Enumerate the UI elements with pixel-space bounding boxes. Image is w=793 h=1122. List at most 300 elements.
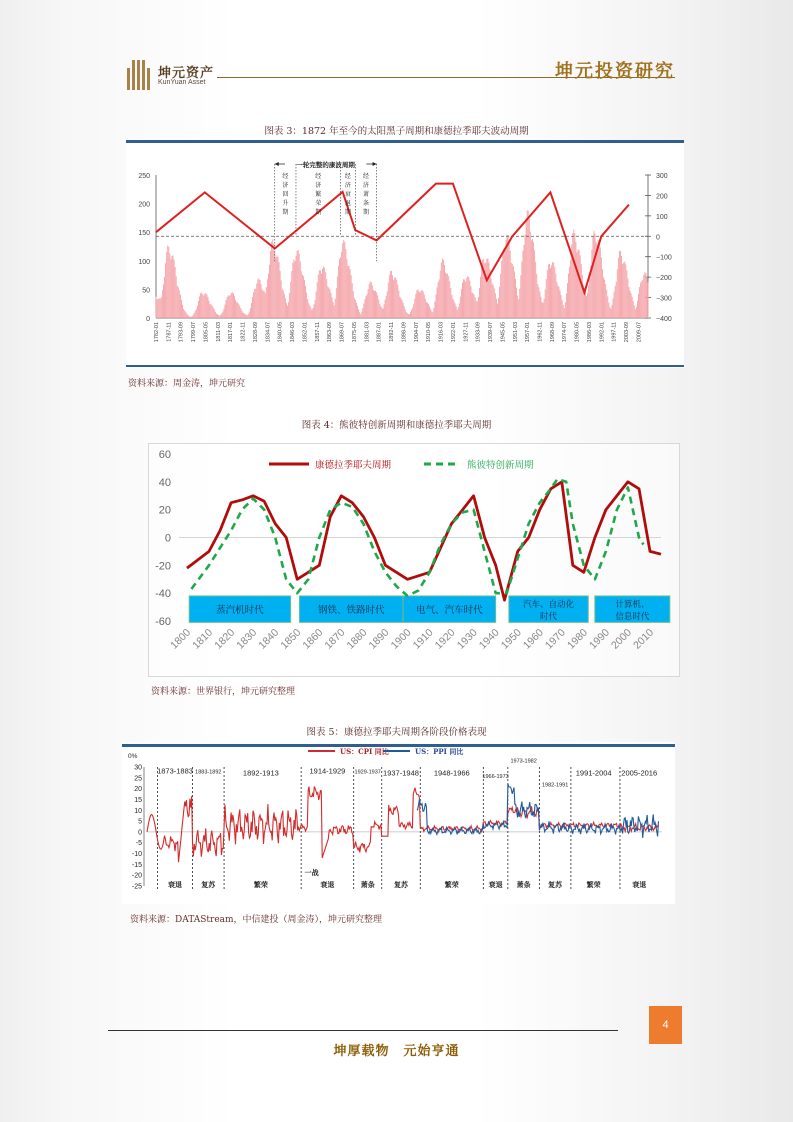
sunspot-bar [328, 288, 329, 318]
figure4-source: 资料来源：世界银行，坤元研究整理 [151, 687, 296, 697]
sunspot-bar [218, 315, 219, 318]
sunspot-bar [391, 271, 392, 318]
x-tick-label: 1950 [498, 626, 524, 652]
era-label: 汽车、自动化时代 [523, 600, 575, 623]
sunspot-bar [278, 257, 279, 318]
sunspot-bar [325, 272, 326, 318]
x-tick-label: 1904-07 [413, 322, 420, 343]
x-tick-label: 1880 [344, 626, 370, 652]
sunspot-bar [399, 297, 400, 318]
period-label: 1892-1913 [242, 768, 279, 778]
sunspot-bar [336, 288, 337, 318]
sunspot-bar [506, 240, 507, 318]
period-label: 1982-1991 [541, 782, 569, 789]
x-tick-label: 1962-11 [537, 322, 544, 342]
sunspot-bar [461, 289, 462, 318]
sunspot-bar [390, 271, 391, 318]
sunspot-bar [412, 308, 413, 318]
sunspot-bar [317, 282, 318, 318]
x-tick-label: 1869-07 [339, 322, 346, 343]
sunspot-bar [313, 308, 314, 318]
y-left-tick-label: 150 [138, 230, 150, 238]
x-tick-label: 1951-03 [512, 322, 519, 343]
sunspot-bar [240, 308, 241, 318]
sunspot-bar [284, 294, 285, 318]
y-tick-label: -10 [131, 851, 142, 859]
sunspot-bar [179, 290, 180, 318]
sunspot-bar [345, 249, 346, 318]
sunspot-bar [170, 259, 171, 318]
sunspot-bar [214, 310, 215, 318]
sunspot-bar [380, 306, 381, 318]
sunspot-bar [231, 293, 232, 318]
x-tick-label: 1811-03 [215, 322, 222, 342]
sunspot-bar [557, 285, 558, 318]
x-tick-label: 1930 [454, 626, 480, 652]
sunspot-bar [174, 260, 175, 318]
sunspot-bar [636, 307, 637, 318]
y-right-tick-label: 0 [656, 234, 660, 242]
sunspot-bar [200, 293, 201, 318]
x-tick-label: 1968-09 [549, 322, 556, 343]
phase-label: 繁荣 [253, 880, 268, 889]
x-tick-label: 1980-05 [574, 322, 581, 343]
sunspot-bar [322, 269, 323, 318]
period-label: 1973-1982 [510, 758, 537, 765]
y-tick-label: 10 [134, 807, 142, 815]
sunspot-bar [457, 309, 458, 318]
sunspot-bar [220, 315, 221, 318]
period-label: 1966-1973 [482, 773, 509, 780]
x-tick-label: 1799-07 [191, 322, 198, 343]
sunspot-bar [295, 261, 296, 318]
sunspot-bar [456, 306, 457, 318]
sunspot-bar [281, 280, 282, 318]
sunspot-bar [396, 280, 397, 318]
sunspot-bar [326, 279, 327, 318]
sunspot-bar [439, 280, 440, 318]
sunspot-bar [608, 302, 609, 318]
sunspot-bar [301, 271, 302, 318]
sunspot-bar [235, 300, 236, 318]
sunspot-bar [597, 244, 598, 318]
sunspot-bar [264, 291, 265, 318]
sunspot-bar [202, 294, 203, 318]
sunspot-bar [429, 306, 430, 318]
sunspot-bar [448, 276, 449, 318]
x-tick-label: 1997-11 [611, 322, 618, 342]
sunspot-bar [534, 250, 535, 318]
y-right-tick-label: −200 [656, 275, 672, 283]
x-tick-label: 1810 [190, 626, 216, 652]
sunspot-bar [603, 277, 604, 318]
sunspot-bar [256, 283, 257, 318]
sunspot-bar [465, 282, 466, 318]
x-tick-label: 1920 [432, 626, 458, 652]
sunspot-bar [620, 251, 621, 318]
y-left-tick-label: 50 [142, 287, 150, 295]
sunspot-bar [339, 259, 340, 318]
sunspot-bar [385, 300, 386, 318]
x-tick-label: 1840-05 [277, 322, 284, 343]
sunspot-bar [468, 277, 469, 318]
sunspot-bar [423, 292, 424, 318]
sunspot-bar [265, 293, 266, 318]
sunspot-bar [605, 284, 606, 318]
sunspot-bar [335, 298, 336, 318]
sunspot-bar [318, 275, 319, 318]
y-tick-label: 15 [134, 796, 142, 804]
sunspot-bar [411, 310, 412, 318]
x-tick-label: 2003-09 [624, 322, 631, 343]
x-tick-label: 1957-01 [525, 322, 532, 343]
sunspot-bar [600, 247, 601, 318]
sunspot-bar [624, 262, 625, 318]
sunspot-bar [298, 250, 299, 318]
sunspot-bar [371, 282, 372, 318]
sunspot-bar [292, 263, 293, 318]
sunspot-bar [573, 229, 574, 318]
sunspot-bar [401, 298, 402, 318]
x-tick-label: 1986-03 [586, 322, 593, 343]
sunspot-bar [640, 283, 641, 318]
sunspot-bar [238, 304, 239, 318]
sunspot-bar [280, 271, 281, 318]
sunspot-bar [498, 298, 499, 318]
footer-motto: 坤厚载物 元始亨通 [333, 1044, 460, 1059]
sunspot-bar [332, 297, 333, 318]
sunspot-bar [377, 295, 378, 318]
sunspot-bar [544, 299, 545, 318]
sunspot-bar [297, 251, 298, 318]
x-tick-label: 1828-09 [252, 322, 259, 343]
sunspot-bar [637, 301, 638, 318]
sunspot-bar [428, 304, 429, 318]
y-left-tick-label: 0 [146, 316, 150, 323]
sunspot-bar [444, 265, 445, 318]
sunspot-bar [303, 276, 304, 318]
phase-label: 萧条 [360, 880, 375, 889]
sunspot-bar [341, 252, 342, 318]
sunspot-bar [164, 277, 165, 318]
sunspot-bar [508, 235, 509, 318]
figure4-svg [149, 444, 679, 676]
x-tick-label: 1890 [366, 626, 392, 652]
sunspot-bar [622, 264, 623, 318]
figure3-svg [126, 140, 684, 368]
sunspot-bar [243, 312, 244, 318]
sunspot-bar [582, 275, 583, 318]
top-rule [126, 140, 684, 143]
sunspot-bar [287, 306, 288, 318]
sunspot-bar [204, 294, 205, 318]
y-tick-label: 25 [134, 775, 142, 783]
sunspot-bar [180, 295, 181, 318]
sunspot-bar [249, 312, 250, 318]
sunspot-bar [276, 255, 277, 318]
sunspot-bar [480, 277, 481, 318]
sunspot-bar [466, 278, 467, 318]
sunspot-bar [173, 256, 174, 318]
sunspot-bar [333, 302, 334, 318]
y-tick-label: 0 [164, 532, 171, 545]
sunspot-bar [598, 240, 599, 318]
y-tick-label: -40 [155, 588, 171, 601]
x-tick-label: 1910 [410, 626, 436, 652]
sunspot-bar [524, 245, 525, 318]
sunspot-bar [432, 312, 433, 318]
sunspot-bar [549, 264, 550, 318]
sunspot-bar [445, 273, 446, 318]
sunspot-bar [536, 274, 537, 318]
sunspot-bar [538, 287, 539, 318]
y-tick-label: 40 [158, 476, 171, 489]
sunspot-bar [556, 282, 557, 318]
sunspot-bar [459, 303, 460, 318]
sunspot-bar [577, 252, 578, 318]
sunspot-bar [515, 279, 516, 318]
x-tick-label: 1782-01 [154, 322, 160, 343]
sunspot-bar [626, 270, 627, 318]
sunspot-bar [319, 270, 320, 318]
sunspot-bar [244, 313, 245, 318]
sunspot-bar [627, 278, 628, 318]
sunspot-bar [254, 289, 255, 318]
figure4-chart [148, 443, 680, 677]
war-label: 一战 [304, 868, 319, 878]
sunspot-bar [424, 295, 425, 318]
sunspot-bar [630, 291, 631, 318]
sunspot-bar [642, 280, 643, 318]
sunspot-bar [442, 259, 443, 318]
sunspot-bar [273, 244, 274, 318]
sunspot-bar [501, 261, 502, 318]
sunspot-bar [563, 305, 564, 318]
sunspot-bar [567, 283, 568, 318]
sunspot-bar [554, 267, 555, 318]
y-right-tick-label: −100 [656, 254, 672, 262]
sunspot-bar [187, 315, 188, 318]
sunspot-bar [560, 290, 561, 318]
sunspot-bar [509, 241, 510, 318]
x-tick-label: 1840 [256, 626, 282, 652]
sunspot-bar [185, 312, 186, 318]
sunspot-bar [354, 298, 355, 318]
sunspot-bar [182, 305, 183, 318]
sunspot-bar [615, 286, 616, 318]
y-tick-label: -5 [135, 840, 142, 848]
sunspot-bar [419, 291, 420, 318]
x-tick-label: 1980 [564, 626, 590, 652]
y-tick-label: -15 [131, 861, 142, 869]
sunspot-bar [478, 297, 479, 318]
sunspot-bar [270, 251, 271, 318]
sunspot-bar [587, 293, 588, 318]
sunspot-bar [158, 299, 159, 318]
y-right-tick-label: 200 [656, 193, 668, 201]
sunspot-bar [362, 308, 363, 318]
sunspot-bar [460, 296, 461, 318]
cycle-annotation-title: 一轮完整的康波周期 [296, 161, 355, 169]
sunspot-bar [569, 267, 570, 318]
x-tick-label: 1916-03 [438, 322, 445, 343]
sunspot-bar [233, 294, 234, 318]
figure5-chart [122, 742, 675, 904]
x-tick-label: 1933-09 [475, 322, 482, 343]
x-tick-label: 1887-01 [376, 322, 383, 343]
sunspot-bar [512, 264, 513, 318]
phase-label: 经济萧条期 [362, 173, 369, 216]
x-tick-label: 1846-03 [290, 322, 297, 343]
sunspot-bar [413, 304, 414, 318]
sunspot-bar [219, 316, 220, 318]
sunspot-bar [601, 257, 602, 318]
sunspot-bar [403, 303, 404, 318]
sunspot-bar [645, 273, 646, 318]
sunspot-bar [183, 309, 184, 318]
sunspot-bar [451, 295, 452, 318]
sunspot-bar [418, 290, 419, 318]
sunspot-bar [205, 293, 206, 318]
sunspot-bar [559, 287, 560, 318]
sunspot-bar [537, 284, 538, 318]
era-label: 钢铁、铁路时代 [317, 605, 385, 617]
sunspot-bar [415, 294, 416, 318]
x-tick-label: 1900 [388, 626, 414, 652]
sunspot-bar [159, 298, 160, 318]
logo-name-en: KunYuan Asset [158, 79, 206, 86]
sunspot-bar [257, 279, 258, 318]
x-tick-label: 1793-09 [178, 322, 185, 343]
sunspot-bar [495, 293, 496, 318]
sunspot-bar [398, 291, 399, 318]
sunspot-bar [641, 281, 642, 318]
period-label: 1883-1892 [195, 769, 222, 776]
sunspot-bar [472, 293, 473, 318]
sunspot-bar [625, 264, 626, 318]
figure5-caption: 图表 5：康德拉季耶夫周期各阶段价格表现 [306, 727, 487, 738]
sunspot-bar [162, 290, 163, 318]
sunspot-bar [156, 297, 157, 318]
sunspot-bar [623, 263, 624, 318]
y-right-tick-label: 300 [656, 173, 668, 180]
figure3-caption: 图表 3：1872 年至今的太阳黑子周期和康德拉季耶夫波动周期 [264, 126, 529, 137]
y-tick-label: 5 [138, 818, 142, 826]
era-label: 电气、汽车时代 [416, 605, 483, 617]
sunspot-bar [225, 305, 226, 318]
header-title: 坤元投资研究 [555, 61, 675, 82]
sunspot-bar [427, 303, 428, 318]
sunspot-bar [316, 292, 317, 318]
sunspot-bar [194, 313, 195, 318]
x-tick-label: 1940 [476, 626, 502, 652]
sunspot-bar [381, 307, 382, 318]
sunspot-bar [532, 239, 533, 318]
sunspot-bar [491, 278, 492, 318]
sunspot-bar [247, 315, 248, 318]
sunspot-bar [568, 274, 569, 318]
legend-kondratiev-label: 康德拉季耶夫周期 [315, 460, 392, 471]
figure5-source: 资料来源：DATAStream，中信建投（周金涛），坤元研究整理 [130, 915, 383, 925]
sunspot-bar [384, 304, 385, 318]
sunspot-bar [618, 258, 619, 318]
sunspot-bar [234, 296, 235, 318]
sunspot-bar [375, 291, 376, 318]
x-tick-label: 2009-07 [636, 322, 643, 343]
sunspot-bar [388, 283, 389, 318]
x-tick-label: 1817-01 [228, 322, 235, 343]
sunspot-bar [595, 233, 596, 318]
sunspot-bar [246, 315, 247, 318]
sunspot-bar [572, 233, 573, 318]
sunspot-bar [502, 252, 503, 318]
sunspot-bar [160, 299, 161, 318]
sunspot-bar [542, 302, 543, 318]
sunspot-bar [404, 306, 405, 318]
sunspot-bar [359, 312, 360, 318]
x-tick-label: 1939-07 [488, 322, 495, 343]
sunspot-bar [402, 300, 403, 318]
sunspot-bar [553, 263, 554, 318]
sunspot-bar [320, 270, 321, 318]
sunspot-bar [604, 280, 605, 318]
sunspot-bar [363, 304, 364, 318]
figure4-caption: 图表 4：熊彼特创新周期和康德拉季耶夫周期 [301, 420, 492, 431]
sunspot-bar [188, 316, 189, 318]
sunspot-bar [575, 242, 576, 318]
phase-label: 复苏 [201, 880, 216, 889]
sunspot-bar [527, 210, 528, 318]
arrow-right-icon [373, 162, 377, 166]
sunspot-bar [517, 296, 518, 318]
x-tick-label: 1927-11 [463, 322, 470, 342]
sunspot-bar [167, 246, 168, 318]
sunspot-bar [562, 300, 563, 318]
phase-label: 衰退 [488, 880, 503, 889]
sunspot-bar [157, 299, 158, 318]
x-tick-label: 1834-07 [265, 322, 272, 343]
sunspot-bar [610, 309, 611, 318]
sunspot-bar [379, 304, 380, 318]
sunspot-bar [492, 284, 493, 318]
sunspot-bar [589, 279, 590, 318]
sunspot-bar [486, 259, 487, 318]
sunspot-bar [518, 299, 519, 318]
sunspot-bar [321, 274, 322, 318]
sunspot-bar [638, 294, 639, 318]
sunspot-bar [543, 303, 544, 318]
sunspot-bar [621, 256, 622, 318]
sunspot-bar [392, 275, 393, 318]
sunspot-bar [474, 295, 475, 318]
sunspot-bar [192, 316, 193, 318]
footer-divider [108, 1030, 618, 1031]
sunspot-bar [166, 252, 167, 318]
sunspot-bar [198, 301, 199, 318]
sunspot-bar [372, 285, 373, 318]
sunspot-bar [406, 312, 407, 318]
sunspot-bar [431, 311, 432, 318]
sunspot-bar [309, 305, 310, 318]
sunspot-bar [471, 286, 472, 318]
era-label: 计算机、信息时代 [615, 600, 650, 623]
sunspot-bar [190, 317, 191, 318]
page-number: 4 [649, 1006, 682, 1044]
sunspot-bar [229, 296, 230, 318]
sunspot-bar [168, 247, 169, 318]
sunspot-bar [258, 278, 259, 318]
sunspot-bar [565, 302, 566, 318]
